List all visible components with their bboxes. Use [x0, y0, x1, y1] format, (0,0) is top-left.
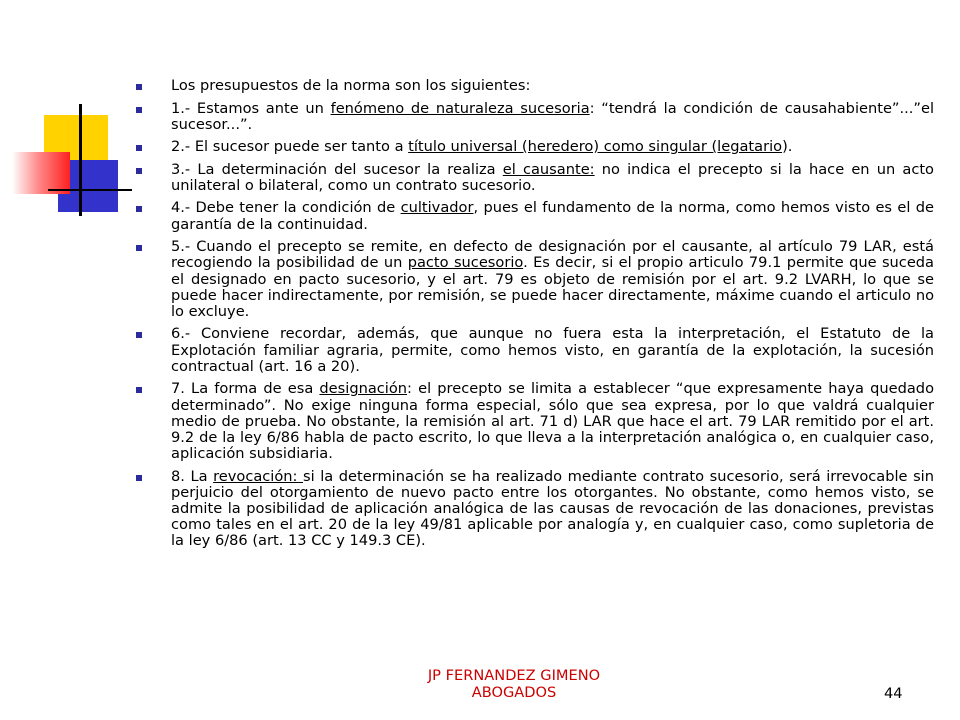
underlined-term: revocación:	[213, 467, 304, 485]
bullet-text: 6.- Conviene recordar, además, que aunque no fuera esta la interpretación, el Estatuto de la Explotación familiar agraria, permite, como hemos visto, en garantía de la explotación, la sucesión contractual (art. 16 a 20).	[171, 325, 934, 375]
bullet-text: Los presupuestos de la norma son los siguientes:	[171, 77, 531, 94]
bullet-item	[136, 239, 934, 320]
decorative-red-gradient-bar	[12, 152, 70, 194]
bullet-text: 1.- Estamos ante un	[171, 99, 331, 117]
bullet-item	[136, 101, 934, 133]
underlined-term: el causante:	[502, 160, 595, 178]
underlined-term: cultivador	[400, 199, 474, 217]
underlined-term: título universal (heredero) como singular (legatario	[408, 138, 783, 156]
bullet-list	[136, 78, 934, 550]
bullet-item	[136, 78, 934, 94]
bullet-text: 7. La forma de esa	[171, 380, 320, 398]
bullet-text: . Es decir, si el propio articulo 79.1 permite que suceda el designado en pacto sucesorio, y el art. 79 es objeto de remisión por el art. 9.2 LVARH, lo que se puede hacer indirectamente, por remisión, se puede hacer directamente, máxime cuando el articulo no lo excluye.	[171, 254, 935, 320]
bullet-text: 5.- Cuando el precepto se remite, en defecto de designación por el causante, al artículo 79 LAR, está recogiendo la posibilidad de un	[171, 238, 934, 272]
bullet-text: si la determinación se ha realizado mediante contrato sucesorio, será irrevocable sin perjuicio del otorgamiento de nuevo pacto entre los otorgantes. No obstante, como hemos visto, se admite la posibilidad de aplicación analógica de las causas de revocación de las donaciones, previstas como tales en el art. 20 de la ley 49/81 aplicable por analogía y, en cualquier caso, como supletoria de la ley 6/86 (art. 13 CC y 149.3 CE).	[171, 467, 934, 550]
bullet-text: , pues el fundamento de la norma, como hemos visto es el de garantía de la continuidad.	[171, 199, 934, 233]
bullet-text: : el precepto se limita a establecer “que expresamente haya quedado determinado”. No exige ninguna forma especial, sólo que sea expresa, por lo que valdrá cualquier medio de prueba. No obstante, la remisión al art. 71 d) LAR que hace el art. 79 LAR remitido por el art. 9.2 de la ley 6/86 habla de pacto escrito, lo que lleva a la interpretación analógica o, en cualquier caso, aplicación subsidiaria.	[171, 380, 934, 463]
slide-content	[136, 78, 934, 556]
bullet-text: 4.- Debe tener la condición de	[171, 199, 401, 217]
page-number: 44	[884, 685, 903, 702]
bullet-text: no indica el precepto si la hace en un acto unilateral o bilateral, como un contrato sucesorio.	[171, 160, 934, 194]
bullet-item	[136, 326, 934, 375]
decorative-horizontal-line	[48, 189, 132, 191]
bullet-text: 8. La	[171, 467, 214, 485]
bullet-item	[136, 139, 934, 155]
bullet-text: : “tendrá la condición de causahabiente”...”el sucesor...”.	[171, 99, 934, 133]
bullet-item	[136, 381, 934, 462]
bullet-text: 3.- La determinación del sucesor la realiza	[171, 160, 503, 178]
footer-line-1: JP FERNANDEZ GIMENO	[427, 667, 601, 684]
bullet-item	[136, 469, 934, 550]
underlined-term: fenómeno de naturaleza sucesoria	[330, 99, 590, 117]
bullet-text: ).	[782, 138, 793, 156]
underlined-term: pacto sucesorio	[407, 254, 524, 272]
bullet-item	[136, 162, 934, 194]
bullet-text: 2.- El sucesor puede ser tanto a	[171, 138, 409, 156]
bullet-item	[136, 200, 934, 232]
underlined-term: designación	[319, 380, 408, 398]
footer-firm-name	[394, 667, 634, 701]
footer-line-2: ABOGADOS	[471, 684, 557, 701]
decorative-vertical-line	[79, 104, 82, 216]
